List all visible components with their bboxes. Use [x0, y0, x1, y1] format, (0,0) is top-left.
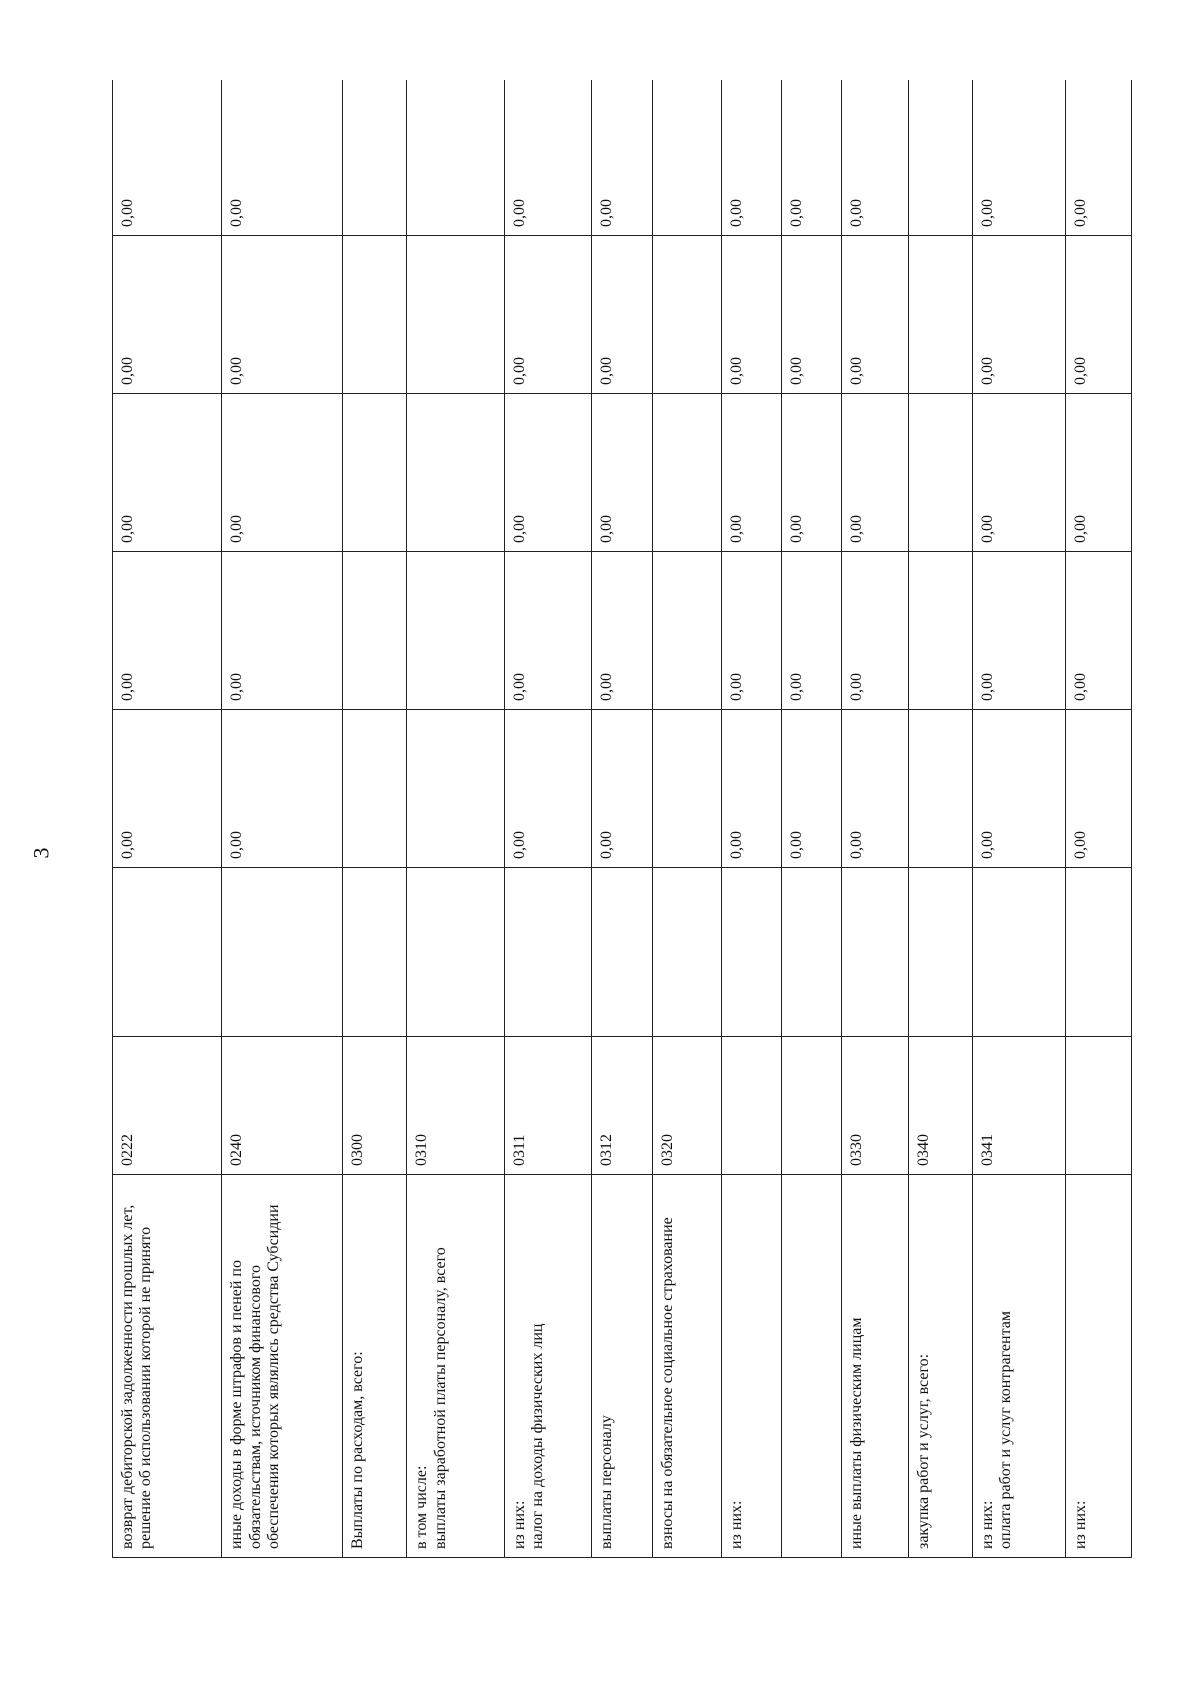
row-value-cell — [652, 394, 721, 552]
row-value-cell — [908, 80, 972, 236]
row-code-cell: 0222 — [113, 1037, 222, 1175]
row-value-cell: 0,00 — [972, 710, 1066, 868]
row-value-cell: 0,00 — [841, 80, 908, 236]
row-name-cell: из них: — [721, 1175, 782, 1558]
row-value-cell: 0,00 — [592, 80, 653, 236]
row-value-cell — [407, 552, 505, 710]
row-code-cell — [1066, 1037, 1132, 1175]
row-code-cell: 0312 — [592, 1037, 653, 1175]
row-value-cell: 0,00 — [592, 552, 653, 710]
row-code-cell: 0311 — [505, 1037, 592, 1175]
row-value-cell — [407, 710, 505, 868]
row-value-cell: 0,00 — [592, 236, 653, 394]
row-value-cell: 0,00 — [841, 552, 908, 710]
row-value-cell: 0,00 — [721, 80, 782, 236]
table-row — [1066, 80, 1132, 1558]
row-code-cell: 0330 — [841, 1037, 908, 1175]
report-table-body — [113, 80, 1132, 1558]
row-name-cell: иные доходы в форме штрафов и пеней по обязательствам, источником финансового обеспечения которых являлись средства Субсидии — [222, 1175, 342, 1558]
row-name-cell: взносы на обязательное социальное страхование — [652, 1175, 721, 1558]
row-value-cell — [342, 710, 407, 868]
report-table-frame — [112, 80, 1132, 1558]
row-value-cell: 0,00 — [782, 80, 842, 236]
row-value-cell — [407, 394, 505, 552]
table-row — [342, 80, 407, 1558]
row-name-cell: из них: налог на доходы физических лиц — [505, 1175, 592, 1558]
row-value-cell — [342, 236, 407, 394]
row-name-cell: Выплаты по расходам, всего: — [342, 1175, 407, 1558]
row-value-cell — [652, 80, 721, 236]
row-extra-cell — [1066, 868, 1132, 1037]
table-row — [222, 80, 342, 1558]
row-extra-cell — [652, 868, 721, 1037]
row-value-cell: 0,00 — [505, 80, 592, 236]
row-value-cell: 0,00 — [113, 394, 222, 552]
table-row — [505, 80, 592, 1558]
row-value-cell: 0,00 — [222, 236, 342, 394]
row-value-cell — [342, 552, 407, 710]
row-name-cell: выплаты персоналу — [592, 1175, 653, 1558]
row-value-cell: 0,00 — [972, 236, 1066, 394]
row-extra-cell — [972, 868, 1066, 1037]
row-extra-cell — [222, 868, 342, 1037]
row-value-cell: 0,00 — [505, 236, 592, 394]
row-value-cell: 0,00 — [592, 710, 653, 868]
row-value-cell: 0,00 — [972, 552, 1066, 710]
row-value-cell: 0,00 — [1066, 552, 1132, 710]
row-value-cell: 0,00 — [972, 80, 1066, 236]
table-row — [592, 80, 653, 1558]
table-row — [841, 80, 908, 1558]
row-value-cell: 0,00 — [782, 710, 842, 868]
row-value-cell: 0,00 — [505, 394, 592, 552]
row-value-cell: 0,00 — [222, 710, 342, 868]
row-value-cell: 0,00 — [505, 710, 592, 868]
row-code-cell: 0320 — [652, 1037, 721, 1175]
row-value-cell: 0,00 — [113, 236, 222, 394]
row-code-cell: 0240 — [222, 1037, 342, 1175]
row-name-cell: из них: — [1066, 1175, 1132, 1558]
row-value-cell: 0,00 — [1066, 394, 1132, 552]
row-value-cell — [652, 552, 721, 710]
page-number: 3 — [28, 847, 54, 859]
row-code-cell: 0310 — [407, 1037, 505, 1175]
row-value-cell: 0,00 — [782, 236, 842, 394]
table-row — [407, 80, 505, 1558]
row-value-cell: 0,00 — [113, 710, 222, 868]
row-value-cell: 0,00 — [841, 710, 908, 868]
row-extra-cell — [592, 868, 653, 1037]
row-value-cell — [908, 552, 972, 710]
row-code-cell: 0341 — [972, 1037, 1066, 1175]
row-value-cell: 0,00 — [721, 710, 782, 868]
row-name-cell: из них: оплата работ и услуг контрагентам — [972, 1175, 1066, 1558]
row-value-cell — [407, 236, 505, 394]
row-value-cell: 0,00 — [841, 236, 908, 394]
row-value-cell: 0,00 — [782, 394, 842, 552]
row-value-cell: 0,00 — [721, 236, 782, 394]
row-code-cell: 0300 — [342, 1037, 407, 1175]
table-row — [972, 80, 1066, 1558]
report-table — [112, 80, 1132, 1558]
row-value-cell: 0,00 — [113, 80, 222, 236]
row-name-cell: закупка работ и услуг, всего: — [908, 1175, 972, 1558]
row-value-cell: 0,00 — [113, 552, 222, 710]
row-extra-cell — [782, 868, 842, 1037]
table-row — [721, 80, 782, 1558]
row-value-cell: 0,00 — [222, 80, 342, 236]
row-code-cell: 0340 — [908, 1037, 972, 1175]
row-value-cell — [342, 80, 407, 236]
row-value-cell: 0,00 — [222, 394, 342, 552]
table-row — [782, 80, 842, 1558]
row-value-cell: 0,00 — [972, 394, 1066, 552]
row-extra-cell — [505, 868, 592, 1037]
row-extra-cell — [721, 868, 782, 1037]
row-extra-cell — [407, 868, 505, 1037]
row-name-cell — [782, 1175, 842, 1558]
row-name-cell: в том числе: выплаты заработной платы персоналу, всего — [407, 1175, 505, 1558]
row-value-cell: 0,00 — [1066, 80, 1132, 236]
table-row — [652, 80, 721, 1558]
row-value-cell: 0,00 — [505, 552, 592, 710]
rotated-table-container — [112, 80, 1132, 1558]
table-row — [908, 80, 972, 1558]
row-value-cell: 0,00 — [841, 394, 908, 552]
row-value-cell — [652, 236, 721, 394]
row-value-cell: 0,00 — [1066, 710, 1132, 868]
row-extra-cell — [113, 868, 222, 1037]
row-value-cell: 0,00 — [592, 394, 653, 552]
row-value-cell: 0,00 — [782, 552, 842, 710]
row-value-cell: 0,00 — [721, 394, 782, 552]
table-row — [113, 80, 222, 1558]
row-extra-cell — [841, 868, 908, 1037]
row-value-cell: 0,00 — [721, 552, 782, 710]
row-value-cell — [908, 710, 972, 868]
row-value-cell: 0,00 — [1066, 236, 1132, 394]
row-code-cell — [782, 1037, 842, 1175]
row-extra-cell — [342, 868, 407, 1037]
row-value-cell — [652, 710, 721, 868]
row-value-cell — [407, 80, 505, 236]
row-extra-cell — [908, 868, 972, 1037]
row-name-cell: иные выплаты физическим лицам — [841, 1175, 908, 1558]
row-value-cell — [908, 394, 972, 552]
row-value-cell — [342, 394, 407, 552]
row-value-cell: 0,00 — [222, 552, 342, 710]
row-code-cell — [721, 1037, 782, 1175]
row-value-cell — [908, 236, 972, 394]
row-name-cell: возврат дебиторской задолженности прошлых лет, решение об использовании которой не принято — [113, 1175, 222, 1558]
